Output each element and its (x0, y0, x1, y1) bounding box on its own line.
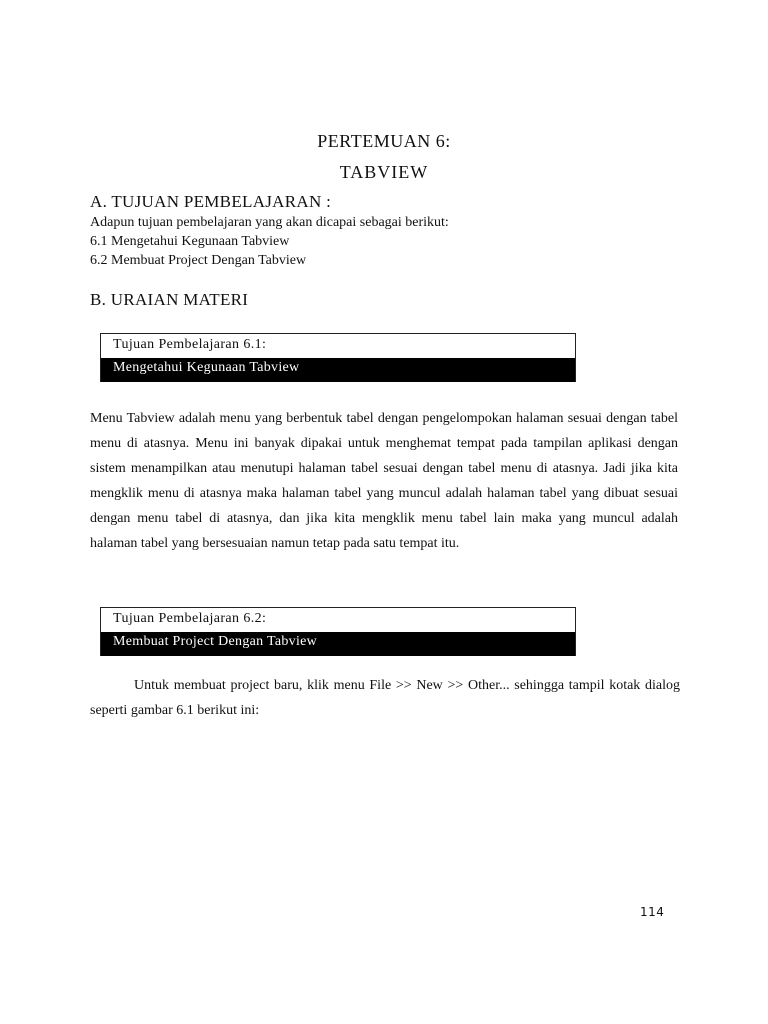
objective-item-1: 6.1 Mengetahui Kegunaan Tabview (90, 234, 290, 249)
section-a-intro: Adapun tujuan pembelajaran yang akan dicapai sebagai berikut: (90, 215, 449, 230)
objective-item-2: 6.2 Membuat Project Dengan Tabview (90, 253, 307, 268)
box-1-title: Mengetahui Kegunaan Tabview (113, 360, 300, 375)
box-2-label: Tujuan Pembelajaran 6.2: (113, 611, 267, 626)
page-number: 114 (640, 905, 665, 919)
learning-objective-box-1 (100, 333, 576, 382)
box-2-title: Membuat Project Dengan Tabview (113, 634, 318, 649)
learning-objective-box-2 (100, 607, 576, 656)
paragraph-tabview-description: Menu Tabview adalah menu yang berbentuk tabel dengan pengelompokan halaman sesuai dengan tabel menu di atasnya. Menu ini banyak dipakai untuk menghemat tempat pada tampilan aplikasi dengan sistem menampilkan atau menutupi halaman tabel sesuai dengan tabel menu di atasnya. Jadi jika kita mengklik menu di atasnya maka halaman tabel yang muncul adalah halaman tabel yang dibuat sesuai dengan menu tabel di atasnya, dan jika kita mengklik menu tabel lain maka yang muncul adalah halaman tabel yang bersesuaian namun tetap pada satu tempat itu. (90, 411, 678, 551)
page-title: PERTEMUAN 6: (317, 131, 451, 151)
section-b-heading: B. URAIAN MATERI (90, 290, 249, 309)
box-2-title-bar (101, 632, 575, 656)
page-subtitle: TABVIEW (339, 162, 429, 182)
paragraph-create-project: Untuk membuat project baru, klik menu File >> New >> Other... sehingga tampil kotak dialog seperti gambar 6.1 berikut ini: (90, 678, 680, 718)
section-a-heading: A. TUJUAN PEMBELAJARAN : (90, 192, 332, 211)
box-1-title-bar (101, 358, 575, 382)
box-1-label: Tujuan Pembelajaran 6.1: (113, 337, 267, 352)
